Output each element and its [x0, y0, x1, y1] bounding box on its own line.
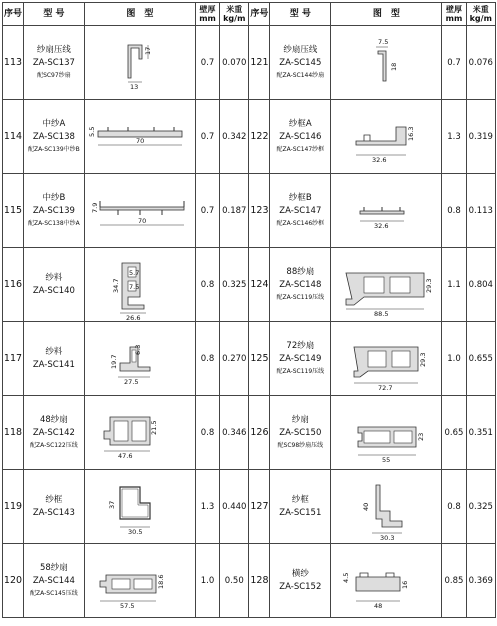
profile-model-code: ZA-SC142	[32, 427, 75, 438]
profile-model-code: ZA-SC147	[279, 205, 322, 216]
profile-name: 纱框	[45, 494, 63, 505]
profile-model-code: ZA-SC144	[32, 575, 75, 586]
profile-pairing-note: 配ZA-SC144纱扇	[276, 71, 325, 79]
profile-model-code: ZA-SC149	[279, 353, 322, 364]
table-row	[3, 544, 496, 618]
left-seq-cell: 118	[3, 396, 24, 470]
profile-name: 48纱扇	[39, 414, 68, 425]
profile-cross-section-drawing	[88, 175, 192, 247]
left-weight-cell: 0.070	[220, 26, 249, 100]
dimension-label: 34.7	[111, 278, 120, 293]
right-weight-cell: 0.351	[466, 396, 495, 470]
header-seq: 序号	[249, 3, 270, 26]
left-seq-cell: 113	[3, 26, 24, 100]
left-model-cell	[23, 248, 84, 322]
header-row	[3, 3, 496, 26]
left-weight-cell: 0.270	[220, 322, 249, 396]
left-weight-cell: 0.325	[220, 248, 249, 322]
table-row	[3, 470, 496, 544]
dimension-label: 19.7	[109, 354, 118, 369]
profile-model-code: ZA-SC137	[32, 57, 75, 68]
dimension-label: 72.7	[378, 383, 393, 392]
right-model-cell	[270, 174, 331, 248]
profile-pairing-note: 配ZA-SC139中纱B	[27, 145, 80, 153]
right-thickness-cell: 1.3	[442, 100, 466, 174]
profile-cross-section-drawing	[88, 323, 192, 395]
profile-name: 中纱A	[42, 118, 66, 129]
right-seq-cell: 127	[249, 470, 270, 544]
header-thickness: 壁厚 mm	[442, 3, 466, 26]
header-thickness: 壁厚 mm	[195, 3, 219, 26]
dimension-label: 26.6	[125, 313, 141, 321]
right-weight-cell: 0.655	[466, 322, 495, 396]
dimension-label: 88.5	[374, 309, 389, 318]
left-thickness-cell: 0.8	[195, 396, 219, 470]
profile-model-code: ZA-SC140	[32, 285, 75, 296]
profile-cross-section-drawing	[334, 471, 438, 543]
left-model-cell	[23, 100, 84, 174]
left-seq-cell: 114	[3, 100, 24, 174]
profile-model-code: ZA-SC151	[279, 507, 322, 518]
dimension-label: 23	[417, 432, 426, 441]
left-seq-cell: 119	[3, 470, 24, 544]
dimension-label: 7.5	[378, 37, 389, 46]
dimension-label: 70	[135, 136, 145, 145]
right-model-cell	[270, 248, 331, 322]
table-row	[3, 396, 496, 470]
profile-name: 88纱扇	[286, 266, 315, 277]
profile-pairing-note: 配ZA-SC138中纱A	[27, 219, 80, 227]
profile-model-code: ZA-SC148	[279, 279, 322, 290]
profile-model-code: ZA-SC150	[279, 427, 322, 438]
right-figure-cell	[331, 26, 442, 100]
profile-model-code: ZA-SC145	[279, 57, 322, 68]
profile-model-code: ZA-SC138	[32, 131, 75, 142]
dimension-label: 29.3	[419, 352, 428, 367]
dimension-label: 4.5	[342, 572, 351, 583]
left-thickness-cell: 1.3	[195, 470, 219, 544]
left-thickness-cell: 1.0	[195, 544, 219, 618]
dimension-label: 32.6	[372, 155, 387, 164]
table-row	[3, 174, 496, 248]
left-thickness-cell: 0.8	[195, 322, 219, 396]
profile-name: 横纱	[291, 568, 309, 579]
left-seq-cell: 115	[3, 174, 24, 248]
profile-name: 58纱扇	[39, 562, 68, 573]
left-figure-cell	[84, 248, 195, 322]
profile-cross-section-drawing	[88, 101, 192, 173]
dimension-label: 6.3	[133, 344, 142, 355]
dimension-label: 18.6	[156, 574, 165, 589]
dimension-label: 17	[143, 46, 152, 55]
right-seq-cell: 128	[249, 544, 270, 618]
profile-cross-section-drawing	[88, 471, 192, 543]
left-figure-cell	[84, 100, 195, 174]
profile-pairing-note: 配ZA-SC147纱框	[276, 145, 325, 153]
profile-pairing-note: 配SC98纱扇压线	[277, 441, 324, 449]
right-weight-cell: 0.076	[466, 26, 495, 100]
left-thickness-cell: 0.7	[195, 174, 219, 248]
profile-name: 纱框B	[288, 192, 312, 203]
dimension-label: 5.7	[128, 268, 140, 277]
profile-model-code: ZA-SC141	[32, 359, 75, 370]
dimension-label: 57.5	[119, 601, 135, 610]
profile-cross-section-drawing	[334, 545, 438, 617]
profile-name: 纱扇压线	[36, 44, 71, 55]
profile-name: 中纱B	[42, 192, 66, 203]
profile-cross-section-drawing	[88, 545, 192, 617]
dimension-label: 16.3	[407, 126, 416, 141]
dimension-label: 16	[401, 580, 410, 589]
left-model-cell	[23, 322, 84, 396]
dimension-label: 5.5	[87, 126, 96, 137]
right-seq-cell: 122	[249, 100, 270, 174]
right-thickness-cell: 0.85	[442, 544, 466, 618]
right-seq-cell: 123	[249, 174, 270, 248]
profile-model-code: ZA-SC139	[32, 205, 75, 216]
left-seq-cell: 117	[3, 322, 24, 396]
left-figure-cell	[84, 544, 195, 618]
profile-pairing-note: 配ZA-SC145压线	[30, 589, 78, 597]
right-figure-cell	[331, 100, 442, 174]
profile-name: 纱扇	[291, 414, 309, 425]
profile-cross-section-drawing	[88, 27, 192, 99]
profile-cross-section-drawing	[88, 249, 192, 321]
header-model: 型 号	[270, 3, 331, 26]
profile-name: 纱框	[291, 494, 309, 505]
dimension-label: 47.6	[117, 451, 133, 460]
dimension-label: 7.9	[90, 202, 99, 213]
dimension-label: 18	[390, 62, 399, 71]
profile-name: 72纱扇	[286, 340, 315, 351]
right-figure-cell	[331, 248, 442, 322]
right-figure-cell	[331, 322, 442, 396]
right-weight-cell: 0.804	[466, 248, 495, 322]
right-model-cell	[270, 396, 331, 470]
profile-model-code: ZA-SC146	[279, 131, 322, 142]
left-model-cell	[23, 470, 84, 544]
profile-pairing-note: 配ZA-SC122压线	[30, 441, 78, 449]
right-thickness-cell: 0.7	[442, 26, 466, 100]
profile-pairing-note: 配SC97纱扇	[37, 71, 71, 79]
profile-pairing-note: 配ZA-SC119压线	[276, 367, 325, 375]
left-figure-cell	[84, 174, 195, 248]
table-row	[3, 100, 496, 174]
right-weight-cell: 0.113	[466, 174, 495, 248]
dimension-label: 13	[129, 82, 139, 91]
profile-cross-section-drawing	[334, 175, 438, 247]
dimension-label: 7.5	[128, 282, 140, 291]
left-figure-cell	[84, 470, 195, 544]
profile-name: 纱框A	[288, 118, 312, 129]
right-model-cell	[270, 26, 331, 100]
left-seq-cell: 116	[3, 248, 24, 322]
right-figure-cell	[331, 544, 442, 618]
header-model: 型 号	[23, 3, 84, 26]
profile-name: 纱料	[45, 346, 63, 357]
dimension-label: 30.5	[127, 527, 143, 536]
profile-pairing-note: 配ZA-SC146纱框	[276, 219, 325, 227]
header-seq: 序号	[3, 3, 24, 26]
header-weight: 米重 kg/m	[220, 3, 249, 26]
left-figure-cell	[84, 322, 195, 396]
left-weight-cell: 0.187	[220, 174, 249, 248]
right-seq-cell: 121	[249, 26, 270, 100]
right-thickness-cell: 0.65	[442, 396, 466, 470]
right-model-cell	[270, 322, 331, 396]
left-weight-cell: 0.440	[220, 470, 249, 544]
right-thickness-cell: 1.1	[442, 248, 466, 322]
dimension-label: 21.5	[149, 420, 158, 435]
left-thickness-cell: 0.7	[195, 100, 219, 174]
header-figure: 图 型	[331, 3, 442, 26]
profile-name: 纱料	[45, 272, 63, 283]
profile-cross-section-drawing	[334, 397, 438, 469]
dimension-label: 37	[107, 500, 116, 509]
profile-cross-section-drawing	[334, 323, 438, 395]
table-row	[3, 248, 496, 322]
right-thickness-cell: 0.8	[442, 174, 466, 248]
left-model-cell	[23, 396, 84, 470]
dimension-label: 29.3	[425, 278, 434, 293]
profile-cross-section-drawing	[334, 249, 438, 321]
right-weight-cell: 0.369	[466, 544, 495, 618]
left-model-cell	[23, 174, 84, 248]
left-weight-cell: 0.50	[220, 544, 249, 618]
right-weight-cell: 0.319	[466, 100, 495, 174]
left-model-cell	[23, 544, 84, 618]
dimension-label: 55	[382, 455, 391, 464]
dimension-label: 32.6	[374, 221, 389, 230]
left-thickness-cell: 0.8	[195, 248, 219, 322]
right-model-cell	[270, 100, 331, 174]
profile-model-code: ZA-SC143	[32, 507, 75, 518]
profile-catalog-table	[2, 2, 496, 618]
right-model-cell	[270, 544, 331, 618]
header-figure: 图 型	[84, 3, 195, 26]
dimension-label: 48	[374, 601, 383, 610]
dimension-label: 40	[362, 502, 371, 511]
dimension-label: 70	[137, 216, 147, 225]
left-model-cell	[23, 26, 84, 100]
right-figure-cell	[331, 174, 442, 248]
header-weight: 米重 kg/m	[466, 3, 495, 26]
left-weight-cell: 0.342	[220, 100, 249, 174]
left-figure-cell	[84, 396, 195, 470]
profile-name: 纱扇压线	[283, 44, 318, 55]
profile-cross-section-drawing	[334, 101, 438, 173]
dimension-label: 30.3	[380, 533, 395, 542]
table-row	[3, 322, 496, 396]
right-weight-cell: 0.325	[466, 470, 495, 544]
dimension-label: 27.5	[123, 377, 139, 386]
profile-model-code: ZA-SC152	[279, 581, 322, 592]
right-model-cell	[270, 470, 331, 544]
right-thickness-cell: 1.0	[442, 322, 466, 396]
profile-cross-section-drawing	[88, 397, 192, 469]
table-row	[3, 26, 496, 100]
profile-pairing-note: 配ZA-SC119压线	[276, 293, 325, 301]
profile-cross-section-drawing	[334, 27, 438, 99]
right-figure-cell	[331, 396, 442, 470]
right-figure-cell	[331, 470, 442, 544]
left-weight-cell: 0.346	[220, 396, 249, 470]
left-thickness-cell: 0.7	[195, 26, 219, 100]
right-seq-cell: 124	[249, 248, 270, 322]
right-thickness-cell: 0.8	[442, 470, 466, 544]
left-figure-cell	[84, 26, 195, 100]
left-seq-cell: 120	[3, 544, 24, 618]
right-seq-cell: 126	[249, 396, 270, 470]
right-seq-cell: 125	[249, 322, 270, 396]
